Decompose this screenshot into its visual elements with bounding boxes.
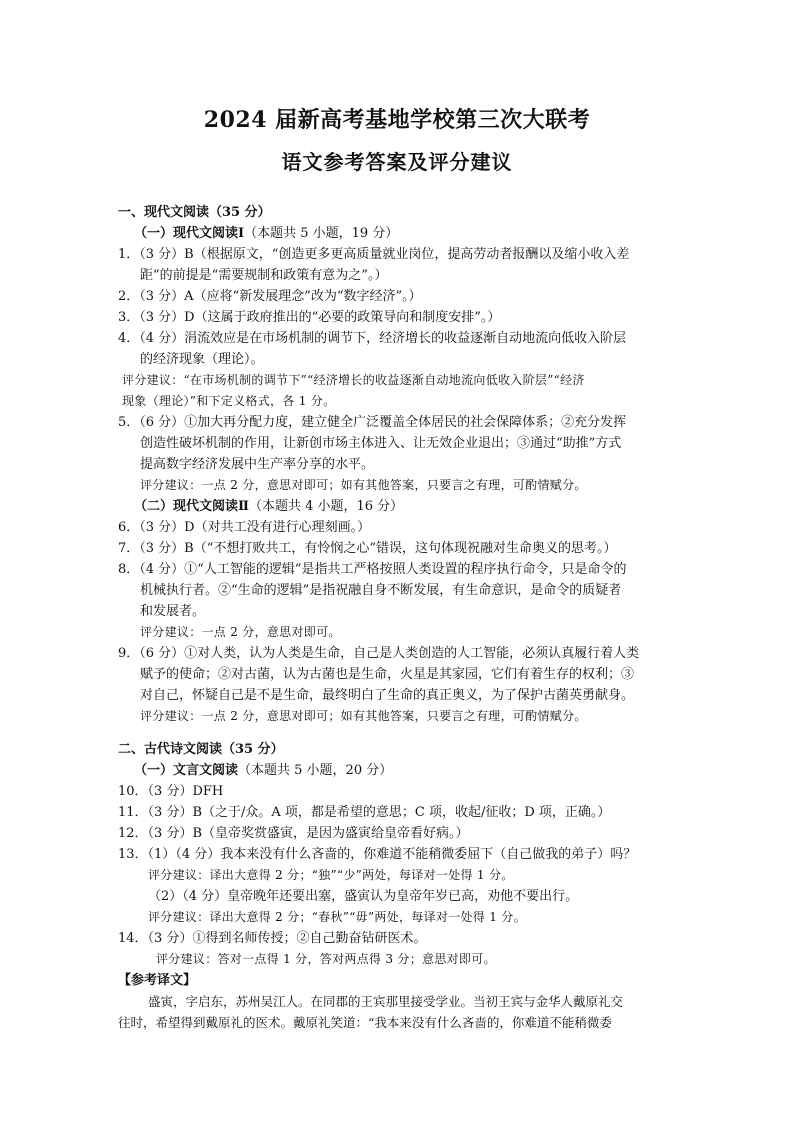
answer-q4-line1: 4．（4 分）涓流效应是在市场机制的调节下，经济增长的收益逐渐自动地流向低收入阶层 (118, 331, 627, 346)
section-spacer (118, 727, 686, 739)
part-heading-reading-2 (118, 496, 686, 517)
answer-q13-1: 13．（1）（4 分）我本来没有什么吝啬的，你难道不能稍微委屈下（自己做我的弟子）吗？ (118, 847, 637, 862)
answer-q5-line3: 提高数字经济发展中生产率分享的水平。 (140, 457, 375, 472)
answer-q7: 7．（3 分）B（“不想打败共工，有怜悯之心”错误，这句体现祝融对生命奥义的思考。） (118, 541, 617, 556)
page-subtitle: 语文参考答案及评分建议 (281, 150, 513, 174)
answer-q9-line2: 赋予的使命；②对古菌，认为古菌也是生命，火星是其家园，它们有着生存的权利；③ (140, 667, 635, 682)
part-label: （一）文言文阅读 (134, 763, 239, 778)
part-label: （二）现代文阅读Ⅱ (134, 499, 249, 514)
answer-q5-line2: 创造性破坏机制的作用，让新创市场主体进入、让无效企业退出；③通过“助推”方式 (140, 436, 622, 451)
answer-q3: 3．（3 分）D（这属于政府推出的“必要的政策导向和制度安排”。） (118, 310, 501, 325)
scoring-note-q4-line1: 评分建议：“在市场机制的调节下”“经济增长的收益逐渐自动地流向低收入阶层”“经济 (122, 373, 585, 387)
scoring-note-q13-1: 评分建议：译出大意得 2 分；“独”“少”两处，每译对一处得 1 分。 (148, 868, 514, 882)
part-desc: （本题共 4 小题，16 分） (248, 499, 404, 514)
part-heading-reading-1 (118, 223, 686, 244)
answer-q10: 10．（3 分）DFH (118, 784, 224, 799)
scoring-note-q9: 评分建议：一点 2 分，意思对即可；如有其他答案，只要言之有理，可酌情赋分。 (140, 709, 587, 723)
part-desc: （本题共 5 小题，20 分） (238, 763, 393, 778)
answer-q5-line1: 5．（6 分）①加大再分配力度，建立健全广泛覆盖全体居民的社会保障体系；②充分发挥 (118, 415, 627, 430)
answer-q14: 14．（3 分）①得到名师传授；②自己勤奋钻研医术。 (118, 931, 427, 946)
answer-content (118, 202, 686, 1033)
answer-q8-line2: 机械执行者。②“生命的逻辑”是指祝融自身不断发展，有生命意识，是命令的质疑者 (140, 583, 622, 598)
scoring-note-q5: 评分建议：一点 2 分，意思对即可；如有其他答案，只要言之有理，可酌情赋分。 (140, 478, 587, 492)
answer-q6: 6．（3 分）D（对共工没有进行心理刻画。） (118, 520, 371, 535)
scoring-note-q14: 评分建议：答对一点得 1 分，答对两点得 3 分；意思对即可。 (156, 952, 496, 966)
answer-q9-line3: 对自己，怀疑自己是不是生命，最终明白了生命的真正奥义，为了保护古菌英勇献身。 (140, 688, 635, 703)
part-desc: （本题共 5 小题，19 分） (244, 226, 399, 241)
scoring-note-q4-line2: 现象（理论）”和下定义格式，各 1 分。 (122, 394, 336, 408)
answer-q8-line1: 8．（4 分）①“人工智能的逻辑”是指共工严格按照人类设置的程序执行命令，只是命令的 (118, 562, 627, 577)
answer-q8-line3: 和发展者。 (140, 604, 206, 619)
section-heading-modern-reading: 一、现代文阅读（35 分） (118, 205, 271, 220)
reference-translation-line2: 往时，希望得到戴原礼的医术。戴原礼笑道：“我本来没有什么吝啬的，你难道不能稍微委 (118, 1015, 612, 1030)
part-heading-classical-1 (118, 760, 686, 781)
answer-q9-line1: 9．（6 分）①对人类，认为人类是生命，自己是人类创造的人工智能，必须认真履行着人类 (118, 646, 640, 661)
answer-q12: 12．（3 分）B（皇帝奖赏盛寅，是因为盛寅给皇帝看好病。） (118, 826, 469, 841)
reference-translation-line1: 盛寅，字启东，苏州吴江人。在同郡的王宾那里接受学业。当初王宾与金华人戴原礼交 (148, 994, 624, 1009)
answer-q1-line1: 1．（3 分）B（根据原文，“创造更多更高质量就业岗位，提高劳动者报酬以及缩小收入差 (118, 247, 630, 262)
answer-q4-line2: 的经济现象（理论）。 (140, 352, 264, 367)
scoring-note-q13-2: 评分建议：译出大意得 2 分；“春秋”“毋”两处，每译对一处得 1 分。 (148, 910, 526, 924)
answer-q1-line2: 距”的前提是“需要规制和政策有意为之”。） (140, 268, 388, 283)
page-title: 2024 届新高考基地学校第三次大联考 (203, 107, 591, 133)
scoring-note-q8: 评分建议：一点 2 分，意思对即可。 (140, 625, 341, 639)
answer-q13-2: （2）（4 分）皇帝晚年还要出塞，盛寅认为皇帝年岁已高，劝他不要出行。 (148, 889, 579, 904)
part-label: （一）现代文阅读Ⅰ (134, 226, 245, 241)
section-heading-classical-reading: 二、古代诗文阅读（35 分） (118, 742, 284, 757)
answer-q2: 2．（3 分）A（应将“新发展理念”改为“数字经济”。） (118, 289, 422, 304)
answer-q11: 11．（3 分）B（之于/众。A 项，都是希望的意思；C 项，收起/征收；D 项，正确。） (118, 805, 611, 820)
reference-translation-heading: 【参考译文】 (118, 973, 197, 988)
